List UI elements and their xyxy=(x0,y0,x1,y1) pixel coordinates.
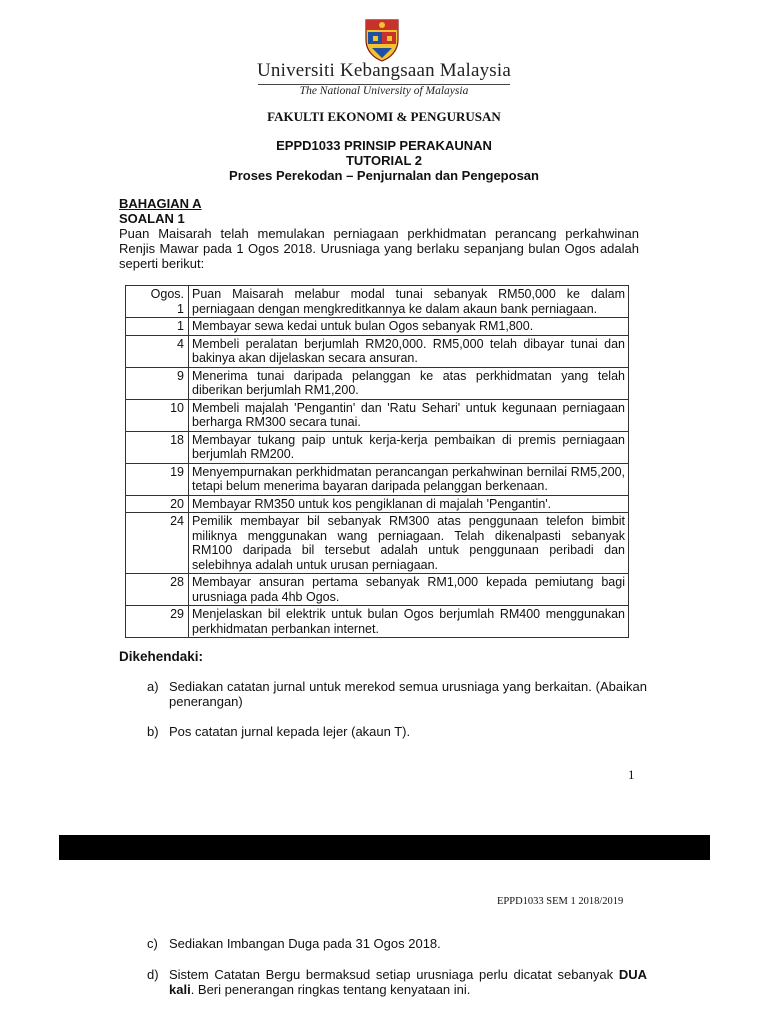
page-separator-bar xyxy=(59,835,710,860)
transaction-day-value: 28 xyxy=(170,575,184,589)
task-d-text-part2: . Beri penerangan ringkas tentang kenyataan ini. xyxy=(190,982,471,997)
transaction-day xyxy=(126,367,189,399)
transaction-row xyxy=(126,367,629,399)
section-title: BAHAGIAN A xyxy=(119,196,202,211)
university-crest-icon xyxy=(364,18,400,62)
transaction-row xyxy=(126,286,629,318)
transactions-table xyxy=(125,285,629,638)
transaction-day-value: 1 xyxy=(177,319,184,333)
tutorial-title: TUTORIAL 2 xyxy=(345,153,423,168)
transaction-description: Puan Maisarah melabur modal tunai sebanyak RM50,000 ke dalam perniagaan dengan mengkreditkannya ke dalam akaun bank perniagaan. xyxy=(189,286,629,318)
transaction-day xyxy=(126,431,189,463)
task-d-label: d) xyxy=(147,967,159,982)
transaction-row xyxy=(126,431,629,463)
task-d-bold-kali: kali xyxy=(169,982,191,997)
transaction-description: Menyempurnakan perkhidmatan perancangan perkahwinan bernilai RM5,200, tetapi belum menerima bayaran daripada pelanggan berkenaan. xyxy=(189,463,629,495)
transaction-day xyxy=(126,574,189,606)
transaction-day xyxy=(126,335,189,367)
transaction-description: Membayar ansuran pertama sebanyak RM1,000 kepada pemiutang bagi urusniaga pada 4hb Ogos. xyxy=(189,574,629,606)
task-d xyxy=(147,967,647,997)
transaction-day-value: 24 xyxy=(170,514,184,528)
required-title: Dikehendaki: xyxy=(119,649,204,664)
transaction-day xyxy=(126,463,189,495)
task-c-label: c) xyxy=(147,936,158,951)
transaction-description: Membayar tukang paip untuk kerja-kerja pembaikan di premis perniagaan berjumlah RM200. xyxy=(189,431,629,463)
faculty-title: FAKULTI EKONOMI & PENGURUSAN xyxy=(267,109,501,124)
transaction-description: Menjelaskan bil elektrik untuk bulan Ogos berjumlah RM400 menggunakan perkhidmatan perbankan internet. xyxy=(189,606,629,638)
transaction-day-value: 4 xyxy=(177,336,184,351)
task-a-text: Sediakan catatan jurnal untuk merekod semua urusniaga yang berkaitan. (Abaikan penerangan) xyxy=(169,679,647,709)
transaction-description: Membeli peralatan berjumlah RM20,000. RM5,000 telah dibayar tunai dan bakinya akan dijelaskan secara ansuran. xyxy=(189,335,629,367)
task-b-label: b) xyxy=(147,724,159,739)
transaction-day-value: 10 xyxy=(170,400,184,415)
transaction-description: Membayar sewa kedai untuk bulan Ogos sebanyak RM1,800. xyxy=(189,318,629,336)
transaction-day-value: 1 xyxy=(177,301,184,316)
transaction-day xyxy=(126,513,189,574)
course-title: EPPD1033 PRINSIP PERAKAUNAN xyxy=(276,138,492,153)
transaction-row xyxy=(126,318,629,336)
task-a xyxy=(147,679,647,709)
transaction-day xyxy=(126,606,189,638)
transaction-description: Menerima tunai daripada pelanggan ke atas perkhidmatan yang telah diberikan berjumlah RM1,200. xyxy=(189,367,629,399)
transactions-table-body xyxy=(126,286,629,638)
transaction-day-value: 29 xyxy=(170,607,184,621)
transaction-day-value: 18 xyxy=(170,432,184,447)
transaction-row xyxy=(126,463,629,495)
transaction-row xyxy=(126,495,629,513)
university-name: Universiti Kebangsaan Malaysia xyxy=(257,60,511,81)
page-number: 1 xyxy=(628,767,635,782)
task-a-label: a) xyxy=(147,679,159,694)
transaction-row xyxy=(126,606,629,638)
transaction-description: Pemilik membayar bil sebanyak RM300 atas penggunaan telefon bimbit miliknya menggunakan wang perniagaan. Telah dikenalpasti sebanyak RM100 daripada bil tersebut adalah untuk penggunaan peribadi dan selebihnya adalah untuk urusan perniagaan. xyxy=(189,513,629,574)
task-b xyxy=(147,724,647,739)
task-d-text-part1: Sistem Catatan Bergu bermaksud setiap urusniaga perlu dicatat sebanyak xyxy=(169,967,619,982)
transaction-day xyxy=(126,399,189,431)
task-d-text xyxy=(169,967,647,997)
transaction-description: Membeli majalah 'Pengantin' dan 'Ratu Sehari' untuk kegunaan perniagaan berharga RM300 secara tunai. xyxy=(189,399,629,431)
topic-title: Proses Perekodan – Penjurnalan dan Pengeposan xyxy=(229,168,539,183)
question-intro: Puan Maisarah telah memulakan perniagaan perkhidmatan perancang perkahwinan Renjis Mawar pada 1 Ogos 2018. Urusniaga yang berlaku sepanjang bulan Ogos adalah seperti berikut: xyxy=(119,226,639,271)
transaction-row xyxy=(126,335,629,367)
transaction-month-header: Ogos. xyxy=(150,287,184,301)
task-b-text: Pos catatan jurnal kepada lejer (akaun T). xyxy=(169,724,411,739)
transaction-day-value: 20 xyxy=(170,496,184,511)
transaction-day xyxy=(126,495,189,513)
question-title: SOALAN 1 xyxy=(119,211,185,226)
transaction-day-value: 9 xyxy=(177,368,184,383)
task-c xyxy=(147,936,647,951)
footer-course-code: EPPD1033 SEM 1 2018/2019 xyxy=(497,896,624,907)
transaction-row xyxy=(126,513,629,574)
transaction-description: Membayar RM350 untuk kos pengiklanan di majalah 'Pengantin'. xyxy=(189,495,629,513)
task-c-text: Sediakan Imbangan Duga pada 31 Ogos 2018. xyxy=(169,936,441,951)
university-tagline: The National University of Malaysia xyxy=(299,85,469,97)
transaction-row xyxy=(126,574,629,606)
transaction-row xyxy=(126,399,629,431)
task-d-bold-dua: DUA xyxy=(618,967,647,982)
transaction-day xyxy=(126,286,189,318)
transaction-day xyxy=(126,318,189,336)
transaction-day-value: 19 xyxy=(170,464,184,479)
